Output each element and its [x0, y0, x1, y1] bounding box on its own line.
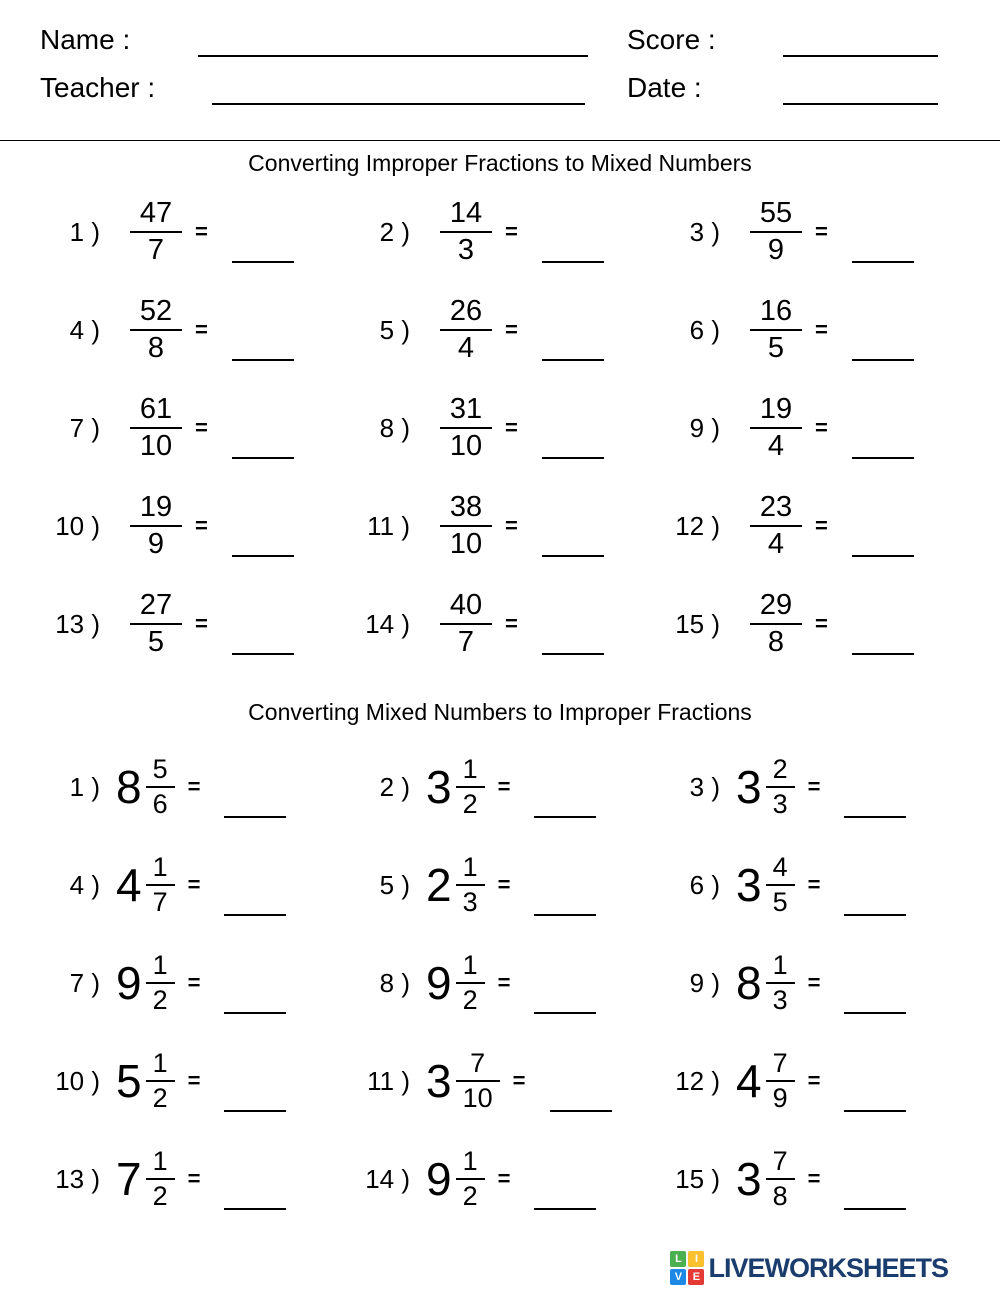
problem-number: 2 ) [379, 216, 410, 247]
whole-number: 3 [426, 761, 452, 813]
equals-sign: = [815, 317, 828, 342]
equals-sign: = [187, 1068, 201, 1093]
problem-number: 15 ) [675, 1163, 720, 1194]
answer-blank[interactable] [232, 555, 294, 557]
answer-blank[interactable] [232, 359, 294, 361]
equals-sign: = [807, 872, 821, 897]
numerator: 23 [750, 492, 802, 527]
denominator: 2 [152, 1083, 168, 1113]
fraction [750, 198, 802, 267]
equals-sign: = [195, 513, 208, 538]
teacher-input-line[interactable] [212, 103, 585, 105]
fraction [440, 198, 492, 267]
numerator: 1 [456, 853, 485, 886]
problem-number: 12 ) [675, 510, 720, 541]
fraction [146, 951, 175, 1015]
equals-sign: = [497, 774, 511, 799]
answer-blank[interactable] [844, 1012, 906, 1014]
problem-item [650, 492, 960, 561]
denominator: 2 [462, 1181, 478, 1211]
problem-item [30, 853, 340, 917]
problem-number: 1 ) [69, 771, 100, 802]
equals-sign: = [505, 611, 518, 636]
problem-item [340, 853, 650, 917]
fraction [146, 853, 175, 917]
answer-blank[interactable] [224, 914, 286, 916]
problem-number: 5 ) [379, 869, 410, 900]
fraction [766, 853, 795, 917]
denominator: 2 [462, 985, 478, 1015]
answer-blank[interactable] [844, 1110, 906, 1112]
denominator: 2 [152, 1181, 168, 1211]
equals-sign: = [497, 872, 511, 897]
equals-sign: = [807, 1166, 821, 1191]
whole-number: 9 [426, 1153, 452, 1205]
numerator: 2 [766, 755, 795, 788]
fraction [766, 755, 795, 819]
denominator: 9 [147, 528, 165, 560]
problem-number: 13 ) [55, 608, 100, 639]
problem-number: 7 ) [69, 412, 100, 443]
denominator: 2 [462, 789, 478, 819]
problem-item [340, 951, 650, 1015]
numerator: 61 [130, 394, 182, 429]
problem-item [30, 1049, 340, 1113]
denominator: 7 [152, 887, 168, 917]
whole-number: 4 [116, 859, 142, 911]
denominator: 4 [457, 332, 475, 364]
answer-blank[interactable] [844, 914, 906, 916]
numerator: 5 [146, 755, 175, 788]
fraction [440, 296, 492, 365]
problem-number: 12 ) [675, 1065, 720, 1096]
equals-sign: = [195, 219, 208, 244]
equals-sign: = [815, 219, 828, 244]
answer-blank[interactable] [844, 1208, 906, 1210]
problem-number: 6 ) [689, 314, 720, 345]
fraction [146, 1049, 175, 1113]
whole-number: 8 [736, 957, 762, 1009]
problem-item [340, 492, 650, 561]
liveworksheets-logo [670, 1251, 948, 1285]
equals-sign: = [195, 611, 208, 636]
fraction [440, 492, 492, 561]
teacher-label: Teacher : [40, 72, 156, 103]
equals-sign: = [815, 611, 828, 636]
denominator: 4 [767, 430, 785, 462]
numerator: 26 [440, 296, 492, 331]
problem-number: 11 ) [367, 1065, 410, 1096]
whole-number: 3 [426, 1055, 452, 1107]
numerator: 1 [146, 951, 175, 984]
answer-blank[interactable] [534, 1208, 596, 1210]
fraction [130, 296, 182, 365]
problem-item [30, 198, 340, 267]
equals-sign: = [505, 317, 518, 342]
numerator: 1 [146, 853, 175, 886]
problem-number: 6 ) [689, 869, 720, 900]
logo-tile-i: I [688, 1251, 704, 1267]
answer-blank[interactable] [542, 653, 604, 655]
problem-number: 4 ) [69, 314, 100, 345]
problem-item [30, 394, 340, 463]
answer-blank[interactable] [232, 261, 294, 263]
problem-item [340, 296, 650, 365]
fraction [130, 492, 182, 561]
problem-number: 13 ) [55, 1163, 100, 1194]
problem-item [30, 590, 340, 659]
numerator: 4 [766, 853, 795, 886]
denominator: 3 [457, 234, 475, 266]
numerator: 16 [750, 296, 802, 331]
whole-number: 9 [116, 957, 142, 1009]
problem-item [30, 492, 340, 561]
problem-item [340, 590, 650, 659]
equals-sign: = [807, 774, 821, 799]
problem-number: 2 ) [379, 771, 410, 802]
answer-blank[interactable] [852, 261, 914, 263]
score-input-line[interactable] [783, 55, 938, 57]
whole-number: 2 [426, 859, 452, 911]
equals-sign: = [187, 774, 201, 799]
numerator: 40 [440, 590, 492, 625]
equals-sign: = [187, 872, 201, 897]
liveworksheets-logo-text: LIVEWORKSHEETS [708, 1252, 948, 1283]
denominator: 8 [147, 332, 165, 364]
denominator: 5 [772, 887, 788, 917]
denominator: 5 [147, 626, 165, 658]
numerator: 38 [440, 492, 492, 527]
equals-sign: = [505, 415, 518, 440]
denominator: 9 [772, 1083, 788, 1113]
answer-blank[interactable] [224, 1110, 286, 1112]
equals-sign: = [807, 1068, 821, 1093]
numerator: 19 [130, 492, 182, 527]
problem-number: 8 ) [379, 412, 410, 443]
problem-number: 14 ) [365, 608, 410, 639]
equals-sign: = [187, 970, 201, 995]
equals-sign: = [187, 1166, 201, 1191]
name-label: Name : [40, 24, 131, 55]
numerator: 52 [130, 296, 182, 331]
problem-number: 9 ) [689, 412, 720, 443]
logo-tile-e: E [688, 1269, 704, 1285]
equals-sign: = [815, 415, 828, 440]
answer-blank[interactable] [852, 555, 914, 557]
liveworksheets-logo-icon [670, 1251, 704, 1285]
problem-number: 9 ) [689, 967, 720, 998]
whole-number: 3 [736, 859, 762, 911]
problem-item [340, 394, 650, 463]
equals-sign: = [505, 219, 518, 244]
equals-sign: = [815, 513, 828, 538]
whole-number: 8 [116, 761, 142, 813]
answer-blank[interactable] [852, 653, 914, 655]
fraction [146, 1147, 175, 1211]
problem-number: 3 ) [689, 216, 720, 247]
fraction [130, 394, 182, 463]
fraction [456, 1049, 500, 1113]
equals-sign: = [497, 970, 511, 995]
problem-item [340, 1049, 650, 1113]
answer-blank[interactable] [534, 914, 596, 916]
answer-blank[interactable] [534, 1012, 596, 1014]
date-label: Date : [627, 72, 702, 103]
fraction [130, 198, 182, 267]
problem-number: 7 ) [69, 967, 100, 998]
numerator: 19 [750, 394, 802, 429]
denominator: 4 [767, 528, 785, 560]
date-input-line[interactable] [783, 103, 938, 105]
fraction [456, 755, 485, 819]
equals-sign: = [807, 970, 821, 995]
denominator: 8 [772, 1181, 788, 1211]
problem-item [650, 853, 960, 917]
numerator: 1 [456, 755, 485, 788]
equals-sign: = [505, 513, 518, 538]
answer-blank[interactable] [542, 261, 604, 263]
denominator: 6 [152, 789, 168, 819]
equals-sign: = [497, 1166, 511, 1191]
denominator: 3 [772, 985, 788, 1015]
answer-blank[interactable] [852, 359, 914, 361]
problem-item [30, 755, 340, 819]
fraction [146, 755, 175, 819]
denominator: 7 [147, 234, 165, 266]
numerator: 1 [146, 1049, 175, 1082]
logo-tile-l: L [670, 1251, 686, 1267]
numerator: 14 [440, 198, 492, 233]
fraction [456, 1147, 485, 1211]
problem-item [340, 198, 650, 267]
problem-number: 10 ) [55, 510, 100, 541]
answer-blank[interactable] [852, 457, 914, 459]
numerator: 47 [130, 198, 182, 233]
answer-blank[interactable] [542, 457, 604, 459]
denominator: 8 [767, 626, 785, 658]
problem-number: 1 ) [69, 216, 100, 247]
fraction [456, 853, 485, 917]
fraction [766, 1147, 795, 1211]
problems-grid-improper [0, 183, 1000, 673]
problem-item [340, 755, 650, 819]
section-title-mixed-to-improper: Converting Mixed Numbers to Improper Fractions [248, 699, 752, 725]
fraction [750, 590, 802, 659]
fraction [766, 1049, 795, 1113]
whole-number: 7 [116, 1153, 142, 1205]
problem-number: 10 ) [55, 1065, 100, 1096]
answer-blank[interactable] [844, 816, 906, 818]
denominator: 9 [767, 234, 785, 266]
numerator: 1 [146, 1147, 175, 1180]
fraction [766, 951, 795, 1015]
header [0, 0, 1000, 141]
answer-blank[interactable] [542, 555, 604, 557]
whole-number: 5 [116, 1055, 142, 1107]
problem-item [650, 1147, 960, 1211]
answer-blank[interactable] [232, 653, 294, 655]
numerator: 55 [750, 198, 802, 233]
problem-item [650, 394, 960, 463]
name-input-line[interactable] [198, 55, 588, 57]
numerator: 1 [456, 951, 485, 984]
problem-number: 3 ) [689, 771, 720, 802]
whole-number: 3 [736, 1153, 762, 1205]
problem-item [650, 296, 960, 365]
numerator: 1 [456, 1147, 485, 1180]
answer-blank[interactable] [550, 1110, 612, 1112]
denominator: 3 [772, 789, 788, 819]
problem-item [650, 198, 960, 267]
problem-number: 11 ) [367, 510, 410, 541]
fraction [750, 394, 802, 463]
denominator: 7 [457, 626, 475, 658]
denominator: 2 [152, 985, 168, 1015]
denominator: 10 [449, 430, 483, 462]
answer-blank[interactable] [232, 457, 294, 459]
numerator: 7 [766, 1147, 795, 1180]
fraction [750, 492, 802, 561]
answer-blank[interactable] [224, 1208, 286, 1210]
numerator: 7 [456, 1049, 500, 1082]
problem-number: 4 ) [69, 869, 100, 900]
equals-sign: = [195, 317, 208, 342]
whole-number: 9 [426, 957, 452, 1009]
problem-number: 14 ) [365, 1163, 410, 1194]
problems-grid-mixed [0, 738, 1000, 1228]
section-improper-to-mixed [0, 149, 1000, 673]
answer-blank[interactable] [224, 1012, 286, 1014]
problem-item [30, 1147, 340, 1211]
problem-item [30, 951, 340, 1015]
problem-item [650, 755, 960, 819]
answer-blank[interactable] [542, 359, 604, 361]
equals-sign: = [512, 1068, 526, 1093]
problem-number: 15 ) [675, 608, 720, 639]
numerator: 1 [766, 951, 795, 984]
score-label: Score : [627, 24, 716, 55]
problem-item [340, 1147, 650, 1211]
whole-number: 4 [736, 1055, 762, 1107]
answer-blank[interactable] [534, 816, 596, 818]
fraction [750, 296, 802, 365]
numerator: 29 [750, 590, 802, 625]
fraction [440, 394, 492, 463]
denominator: 5 [767, 332, 785, 364]
section-title-improper-to-mixed: Converting Improper Fractions to Mixed Numbers [248, 150, 752, 176]
whole-number: 3 [736, 761, 762, 813]
problem-number: 5 ) [379, 314, 410, 345]
fraction [456, 951, 485, 1015]
denominator: 3 [462, 887, 478, 917]
problem-item [650, 951, 960, 1015]
problem-item [30, 296, 340, 365]
problem-number: 8 ) [379, 967, 410, 998]
denominator: 10 [139, 430, 173, 462]
logo-tile-v: V [670, 1269, 686, 1285]
numerator: 7 [766, 1049, 795, 1082]
denominator: 10 [462, 1083, 493, 1113]
equals-sign: = [195, 415, 208, 440]
section-mixed-to-improper [0, 698, 1000, 1228]
problem-item [650, 1049, 960, 1113]
fraction [130, 590, 182, 659]
numerator: 27 [130, 590, 182, 625]
denominator: 10 [449, 528, 483, 560]
numerator: 31 [440, 394, 492, 429]
answer-blank[interactable] [224, 816, 286, 818]
problem-item [650, 590, 960, 659]
fraction [440, 590, 492, 659]
